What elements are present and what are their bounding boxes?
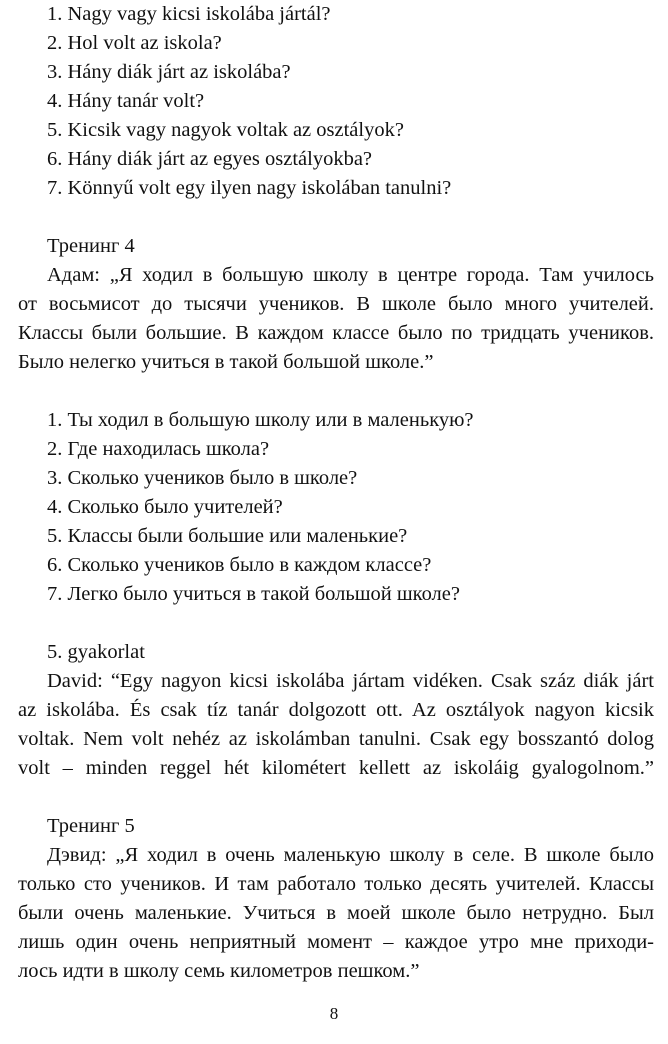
paragraph-training-4 [18,261,654,377]
list-item: 6. Сколько учеников было в каждом классе? [47,554,432,576]
list-item: 1. Ты ходил в большую школу или в маленькую? [47,409,474,431]
text-line: были очень маленькие. Учиться в моей школе было нетрудно. Был [18,902,654,924]
page-body [18,0,654,986]
text-line: volt – minden reggel hét kilométert kellett az iskoláig gyalogolnom.” [18,757,654,779]
paragraph-exercise-5 [18,667,654,783]
section-heading-training-5: Тренинг 5 [47,815,135,837]
text-line: лось идти в школу семь километров пешком.” [18,960,420,982]
list-item: 6. Hány diák járt az egyes osztályokba? [47,148,373,170]
list-item: 7. Легко было учиться в такой большой школе? [47,583,460,605]
list-item: 2. Hol volt az iskola? [47,32,222,54]
section-heading-training-4: Тренинг 4 [47,235,135,257]
text-line: voltak. Nem volt nehéz az iskolámban tanulni. Csak egy bosszantó dolog [18,728,654,750]
list-item: 3. Сколько учеников было в школе? [47,467,358,489]
list-item: 3. Hány diák járt az iskolába? [47,61,291,83]
text-line: Было нелегко учиться в такой большой школе.” [18,351,434,373]
text-line: только сто учеников. И там работало только десять учителей. Классы [18,873,654,895]
list-item: 5. Классы были большие или маленькие? [47,525,408,547]
text-line: от восьмисот до тысячи учеников. В школе было много учителей. [18,293,654,315]
text-line: Дэвид: „Я ходил в очень маленькую школу в селе. В школе было [47,844,654,866]
list-item: 1. Nagy vagy kicsi iskolába jártál? [47,3,331,25]
text-line: Адам: „Я ходил в большую школу в центре города. Там училось [47,264,654,286]
section-heading-exercise-5: 5. gyakorlat [47,641,145,663]
list-item: 4. Сколько было учителей? [47,496,283,518]
list-item: 2. Где находилась школа? [47,438,270,460]
page-number: 8 [329,1004,339,1023]
question-list-hu [18,0,654,203]
list-item: 4. Hány tanár volt? [47,90,205,112]
list-item: 7. Könnyű volt egy ilyen nagy iskolában tanulni? [47,177,452,199]
text-line: az iskolába. És csak tíz tanár dolgozott ott. Az osztályok nagyon kicsik [18,699,654,721]
text-line: Классы были большие. В каждом классе было по тридцать учеников. [18,322,654,344]
paragraph-training-5 [18,841,654,986]
text-line: David: “Egy nagyon kicsi iskolába jártam vidéken. Csak száz diák járt [47,670,654,692]
list-item: 5. Kicsik vagy nagyok voltak az osztályok? [47,119,404,141]
text-line: лишь один очень неприятный момент – каждое утро мне приходи- [18,931,654,953]
question-list-ru [18,406,654,609]
